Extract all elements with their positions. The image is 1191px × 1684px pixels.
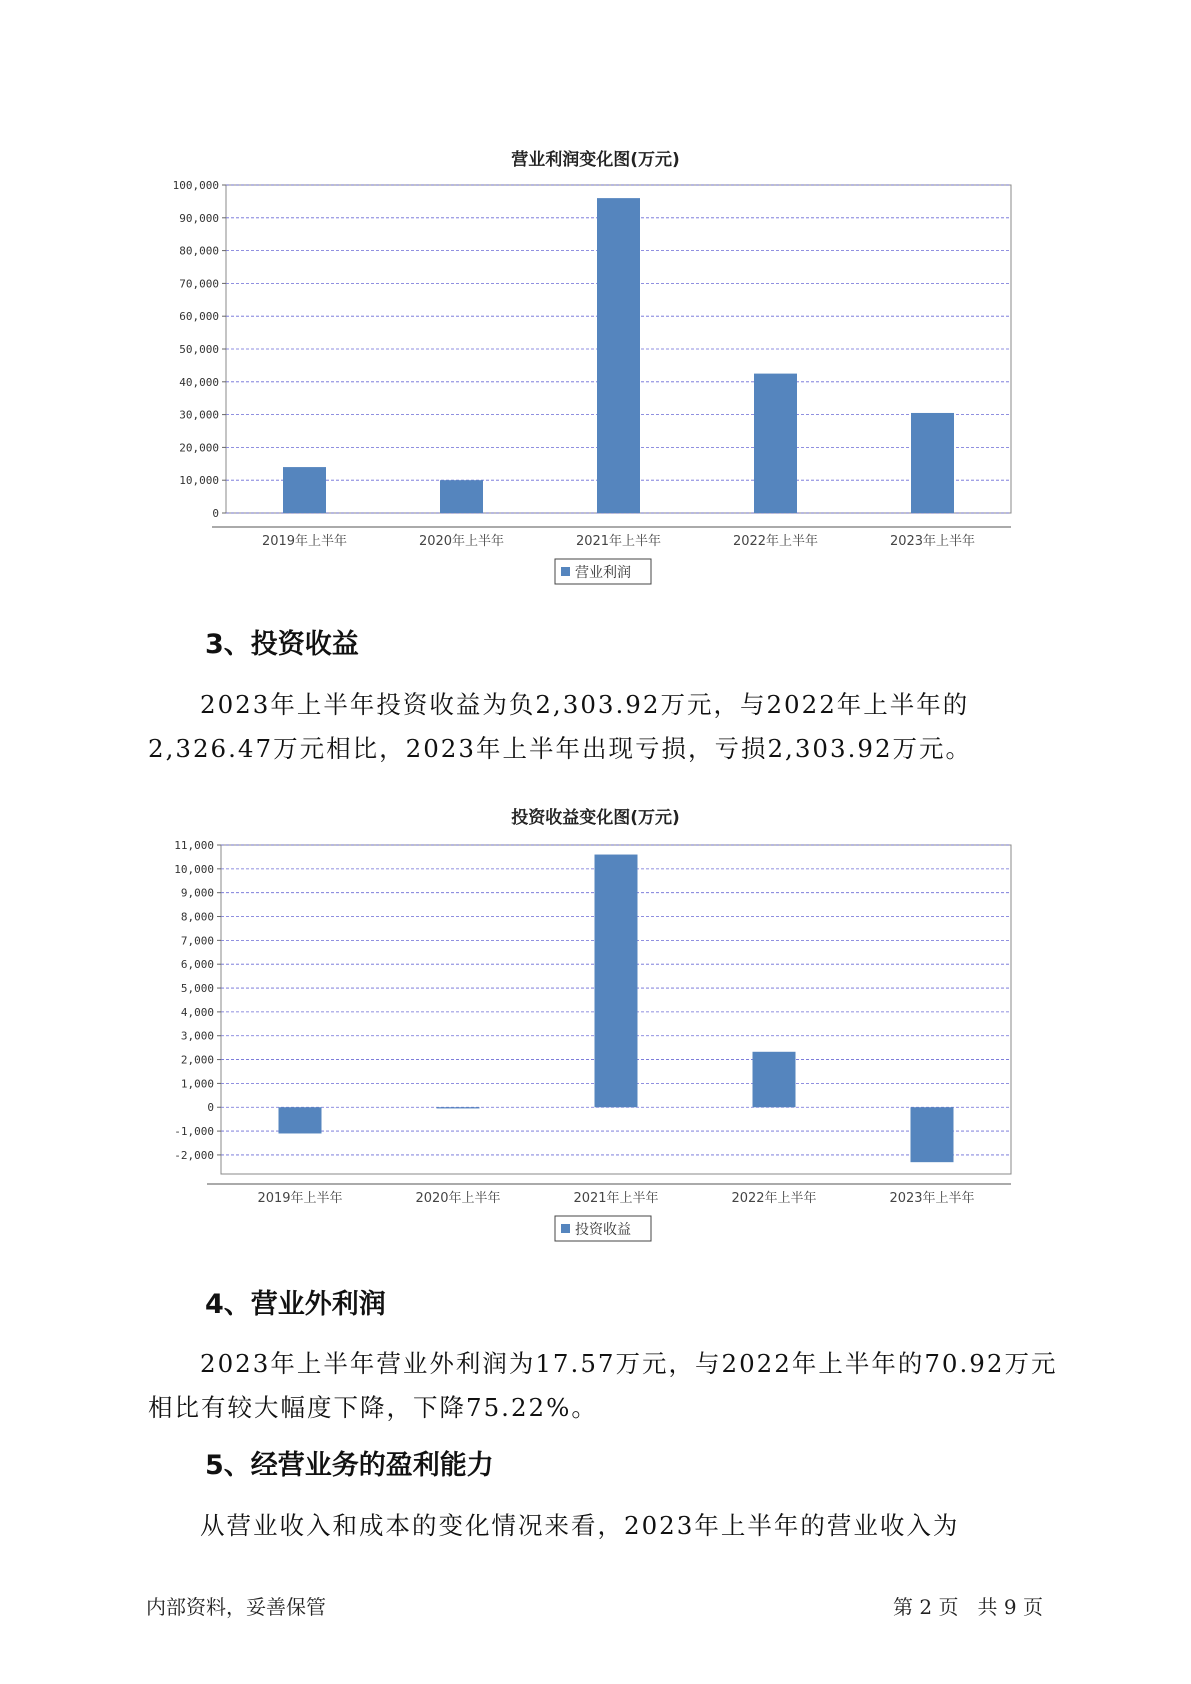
section-heading-profitability: 5、经营业务的盈利能力 — [205, 1450, 494, 1481]
operating-profit-chart — [0, 165, 1191, 595]
footer-confidential-note: 内部资料，妥善保管 — [146, 1595, 326, 1619]
y-tick-label: 60,000 — [179, 310, 219, 324]
footer-page-number: 第 2 页 共 9 页 — [893, 1595, 1043, 1619]
y-tick-label: 100,000 — [172, 179, 219, 192]
x-tick-label: 2021年上半年 — [573, 1191, 659, 1206]
y-tick-label: 11,000 — [174, 839, 214, 852]
y-tick-label: 50,000 — [179, 343, 219, 356]
bar — [440, 480, 483, 513]
y-tick-label: 10,000 — [179, 474, 219, 488]
bar — [911, 413, 954, 513]
bar — [595, 855, 638, 1108]
legend-label: 投资收益 — [575, 1222, 631, 1238]
chart-title-operating-profit: 营业利润变化图(万元) — [511, 150, 680, 170]
y-tick-label: 90,000 — [179, 211, 219, 225]
bar — [283, 467, 326, 513]
bar — [437, 1107, 480, 1108]
x-tick-label: 2023年上半年 — [889, 534, 976, 549]
y-tick-label: 3,000 — [180, 1029, 214, 1043]
y-tick-label: -2,000 — [174, 1148, 214, 1162]
paragraph-profitability: 从营业收入和成本的变化情况来看，2023年上半年的营业收入为 — [200, 1511, 960, 1540]
y-tick-label: 10,000 — [174, 862, 214, 876]
x-tick-label: 2020年上半年 — [415, 1191, 501, 1206]
y-tick-label: 80,000 — [179, 244, 219, 258]
y-tick-label: 2,000 — [180, 1053, 214, 1067]
section-heading-non-operating-profit: 4、营业外利润 — [205, 1289, 386, 1320]
x-tick-label: 2022年上半年 — [732, 534, 819, 549]
bar — [911, 1107, 954, 1162]
y-tick-label: 40,000 — [179, 375, 219, 389]
y-tick-label: 4,000 — [180, 1005, 214, 1019]
bar — [754, 374, 797, 513]
x-tick-label: 2019年上半年 — [261, 534, 348, 549]
bar — [597, 198, 640, 513]
legend-swatch — [561, 1224, 570, 1233]
bar — [753, 1052, 796, 1107]
paragraph-non-operating-profit: 2023年上半年营业外利润为17.57万元，与2022年上半年的70.92万元相比有较大幅度下降，下降75.22%。 — [148, 1349, 1058, 1422]
x-tick-label: 2023年上半年 — [889, 1191, 975, 1206]
y-tick-label: 70,000 — [179, 277, 219, 291]
y-tick-label: 1,000 — [180, 1077, 214, 1091]
y-tick-label: -1,000 — [174, 1125, 214, 1139]
section-heading-investment-income: 3、投资收益 — [205, 629, 359, 660]
bar — [279, 1107, 322, 1133]
y-tick-label: 9,000 — [180, 886, 214, 900]
x-tick-label: 2021年上半年 — [575, 534, 662, 549]
y-tick-label: 5,000 — [180, 982, 214, 996]
y-tick-label: 6,000 — [180, 958, 214, 972]
legend-swatch — [561, 567, 570, 576]
y-tick-label: 30,000 — [179, 408, 219, 422]
y-tick-label: 0 — [207, 1101, 214, 1115]
legend-label: 营业利润 — [575, 565, 631, 581]
y-tick-label: 7,000 — [180, 934, 214, 948]
x-tick-label: 2020年上半年 — [418, 534, 505, 549]
x-tick-label: 2019年上半年 — [257, 1191, 343, 1206]
paragraph-investment-income: 2023年上半年投资收益为负2,303.92万元，与2022年上半年的2,326.47万元相比，2023年上半年出现亏损，亏损2,303.92万元。 — [148, 690, 973, 763]
y-tick-label: 8,000 — [180, 910, 214, 924]
investment-income-chart — [0, 822, 1191, 1242]
y-tick-label: 20,000 — [179, 441, 219, 455]
y-tick-label: 0 — [212, 507, 219, 520]
x-tick-label: 2022年上半年 — [731, 1191, 817, 1206]
chart-title-investment-income: 投资收益变化图(万元) — [511, 808, 680, 828]
